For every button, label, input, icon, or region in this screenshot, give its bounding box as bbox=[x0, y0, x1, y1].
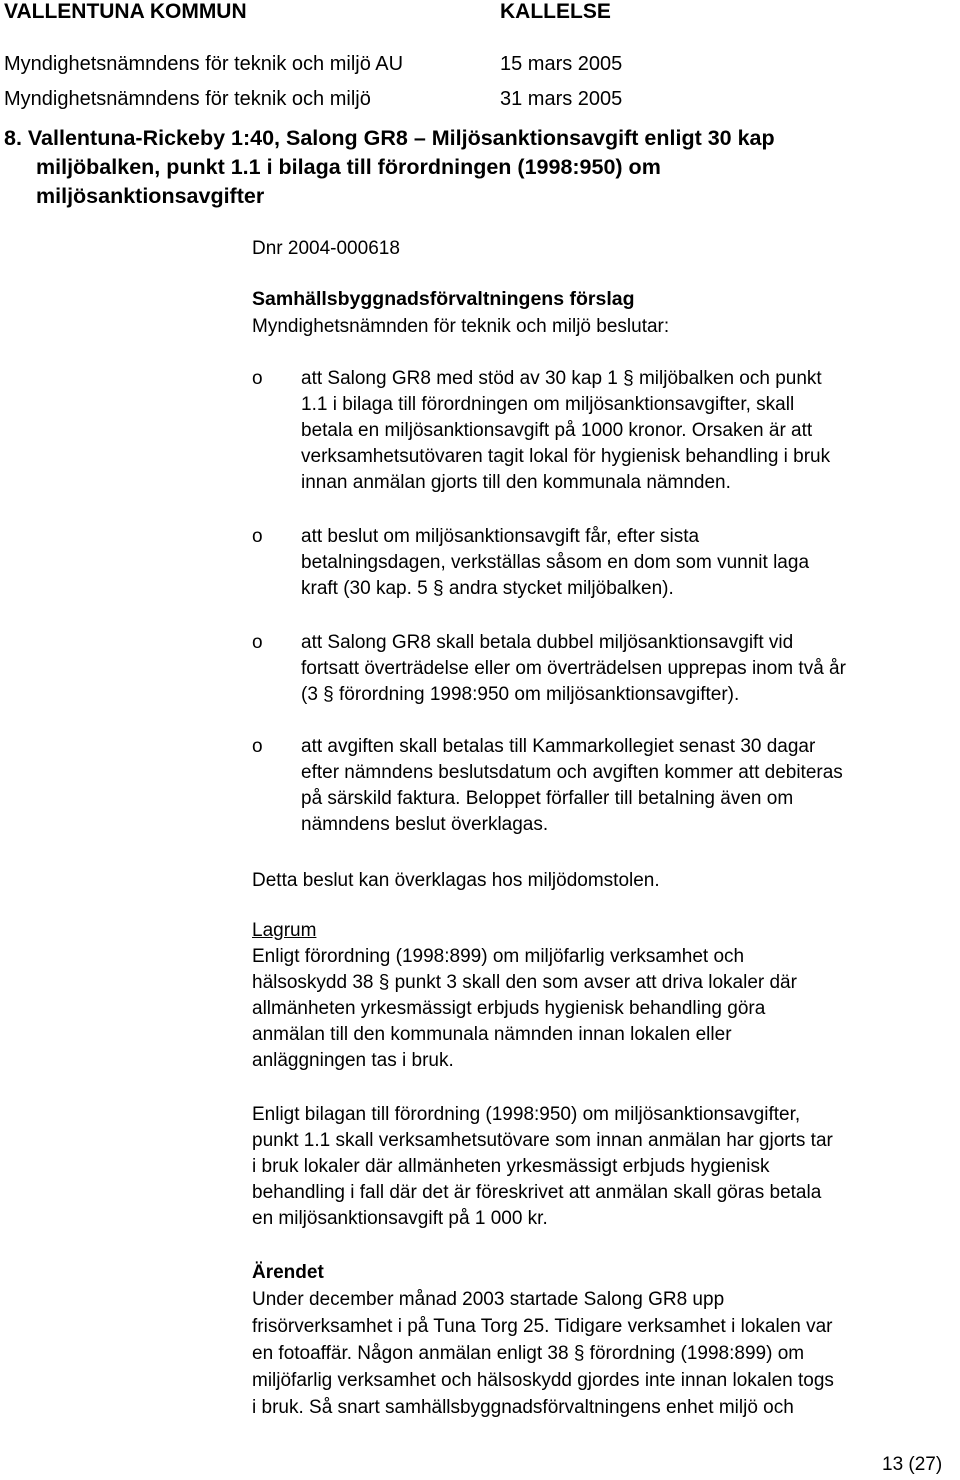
bullet-line: kraft (30 kap. 5 § andra stycket miljöbalken). bbox=[301, 578, 674, 599]
bullet-line: att Salong GR8 skall betala dubbel miljösanktionsavgift vid bbox=[301, 632, 794, 653]
bullet-line: på särskild faktura. Beloppet förfaller till betalning även om bbox=[301, 788, 794, 809]
bullet-line: efter nämndens beslutsdatum och avgiften kommer att debiteras bbox=[301, 762, 843, 783]
arendet-line: miljöfarlig verksamhet och hälsoskydd gjordes inte innan lokalen togs bbox=[252, 1370, 834, 1391]
lagrum-line: allmänheten yrkesmässigt erbjuds hygienisk behandling göra bbox=[252, 998, 766, 1019]
org-name: VALLENTUNA KOMMUN bbox=[4, 0, 247, 23]
bullet-marker: o bbox=[252, 632, 263, 653]
arendet-heading: Ärendet bbox=[252, 1262, 324, 1283]
lagrum-line: behandling i fall där det är föreskrivet att anmälan skall göras betala bbox=[252, 1182, 822, 1203]
bullet-line: 1.1 i bilaga till förordningen om miljösanktionsavgifter, skall bbox=[301, 394, 795, 415]
item-title-line: 8. Vallentuna-Rickeby 1:40, Salong GR8 – Miljösanktionsavgift enligt 30 kap bbox=[4, 126, 775, 150]
bullet-line: att beslut om miljösanktionsavgift får, efter sista bbox=[301, 526, 700, 547]
lagrum-heading: Lagrum bbox=[252, 920, 317, 941]
meeting-date-1: 15 mars 2005 bbox=[500, 53, 623, 75]
bullet-marker: o bbox=[252, 368, 263, 389]
bullet-line: betala en miljösanktionsavgift på 1000 kronor. Orsaken är att bbox=[301, 420, 813, 441]
bullet-marker: o bbox=[252, 526, 263, 547]
bullet-line: nämndens beslut överklagas. bbox=[301, 814, 549, 835]
lagrum-line: hälsoskydd 38 § punkt 3 skall den som avser att driva lokaler där bbox=[252, 972, 797, 993]
page-number: 13 (27) bbox=[882, 1454, 943, 1475]
lagrum-line: i bruk lokaler där allmänheten yrkesmässigt erbjuds hygienisk bbox=[252, 1156, 770, 1177]
bullet-line: att Salong GR8 med stöd av 30 kap 1 § miljöbalken och punkt bbox=[301, 368, 822, 389]
lagrum-line: Enligt förordning (1998:899) om miljöfarlig verksamhet och bbox=[252, 946, 745, 967]
dnr: Dnr 2004-000618 bbox=[252, 238, 400, 259]
arendet-line: en fotoaffär. Någon anmälan enligt 38 § förordning (1998:899) om bbox=[252, 1343, 805, 1364]
bullet-line: betalningsdagen, verkställas såsom en dom som vunnit laga bbox=[301, 552, 810, 573]
meeting-body-2: Myndighetsnämndens för teknik och miljö bbox=[4, 88, 371, 110]
bullet-line: fortsatt överträdelse eller om överträdelsen upprepas inom två år bbox=[301, 658, 846, 679]
meeting-date-2: 31 mars 2005 bbox=[500, 88, 623, 110]
lagrum-line: anläggningen tas i bruk. bbox=[252, 1050, 454, 1071]
item-title-line: miljöbalken, punkt 1.1 i bilaga till förordningen (1998:950) om bbox=[36, 155, 661, 179]
bullet-line: att avgiften skall betalas till Kammarkollegiet senast 30 dagar bbox=[301, 736, 816, 757]
bullet-marker: o bbox=[252, 736, 263, 757]
arendet-line: Under december månad 2003 startade Salong GR8 upp bbox=[252, 1289, 725, 1310]
bullet-line: innan anmälan gjorts till den kommunala nämnden. bbox=[301, 472, 731, 493]
decides-text: Myndighetsnämnden för teknik och miljö beslutar: bbox=[252, 316, 670, 337]
arendet-line: i bruk. Så snart samhällsbyggnadsförvaltningens enhet miljö och bbox=[252, 1397, 794, 1418]
lagrum-line: punkt 1.1 skall verksamhetsutövare som innan anmälan har gjorts tar bbox=[252, 1130, 833, 1151]
appeal-text: Detta beslut kan överklagas hos miljödomstolen. bbox=[252, 870, 660, 891]
bullet-line: verksamhetsutövaren tagit lokal för hygienisk behandling i bruk bbox=[301, 446, 831, 467]
arendet-line: frisörverksamhet i på Tuna Torg 25. Tidigare verksamhet i lokalen var bbox=[252, 1316, 833, 1337]
lagrum-line: en miljösanktionsavgift på 1 000 kr. bbox=[252, 1208, 548, 1229]
proposal-heading: Samhällsbyggnadsförvaltningens förslag bbox=[252, 288, 635, 310]
lagrum-line: anmälan till den kommunala nämnden innan lokalen eller bbox=[252, 1024, 732, 1045]
document-type: KALLELSE bbox=[500, 0, 611, 23]
meeting-body-1: Myndighetsnämndens för teknik och miljö AU bbox=[4, 53, 404, 75]
bullet-line: (3 § förordning 1998:950 om miljösanktionsavgifter). bbox=[301, 684, 740, 705]
item-title-line: miljösanktionsavgifter bbox=[36, 184, 265, 208]
lagrum-line: Enligt bilagan till förordning (1998:950) om miljösanktionsavgifter, bbox=[252, 1104, 801, 1125]
